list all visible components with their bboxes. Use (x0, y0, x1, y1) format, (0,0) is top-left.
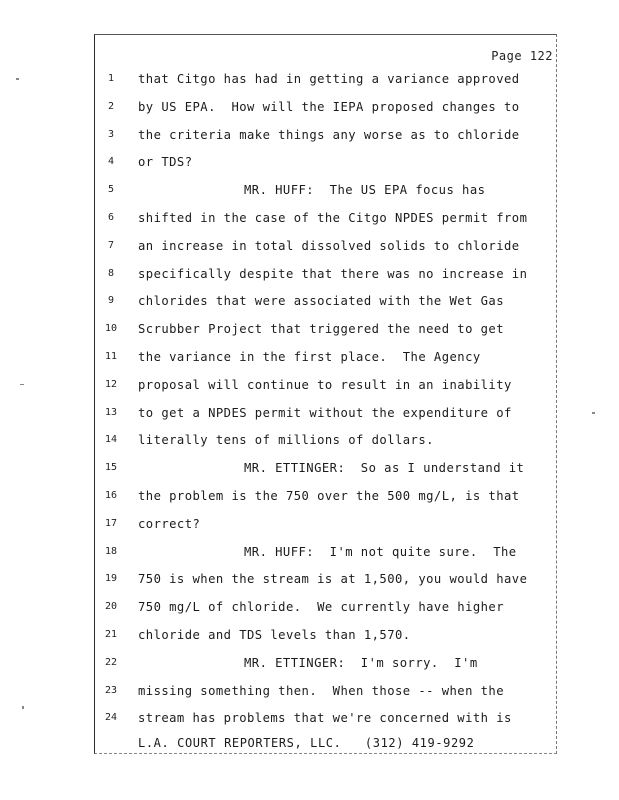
transcript-line: MR. ETTINGER: So as I understand it (244, 461, 525, 476)
transcript-line: shifted in the case of the Citgo NPDES permit from (138, 211, 528, 225)
transcript-line: stream has problems that we're concerned with is (138, 711, 512, 726)
transcript-line: that Citgo has had in getting a variance approved (138, 72, 520, 86)
line-number: 23 (104, 684, 118, 696)
line-number: 18 (104, 545, 118, 557)
line-number: 5 (107, 184, 115, 196)
line-number: 16 (104, 490, 118, 501)
scan-speck (592, 412, 595, 414)
transcript-line: MR. ETTINGER: I'm sorry. I'm (244, 655, 478, 670)
transcript-line: literally tens of millions of dollars. (138, 433, 434, 448)
line-number: 2 (107, 100, 115, 112)
line-number: 19 (104, 573, 118, 585)
transcript-line: 750 mg/L of chloride. We currently have higher (138, 600, 505, 615)
transcript-line: Scrubber Project that triggered the need to get (138, 322, 505, 337)
line-number: 3 (107, 128, 115, 140)
transcript-line: the problem is the 750 over the 500 mg/L, is that (138, 489, 520, 503)
line-number: 21 (104, 629, 118, 640)
line-number: 8 (107, 267, 115, 279)
line-number: 20 (104, 601, 118, 613)
line-number: 6 (107, 212, 115, 223)
transcript-line: to get a NPDES permit without the expenditure of (138, 405, 512, 420)
transcript-line: specifically despite that there was no increase in (138, 266, 528, 281)
transcript-line: missing something then. When those -- when the (138, 683, 505, 698)
line-number: 9 (107, 295, 115, 307)
line-number: 11 (104, 351, 118, 362)
transcript-line: 750 is when the stream is at 1,500, you would have (138, 572, 528, 587)
scan-speck (20, 384, 24, 385)
transcript-line: an increase in total dissolved solids to chloride (138, 238, 520, 253)
line-number: 7 (107, 239, 115, 251)
court-reporter-footer: L.A. COURT REPORTERS, LLC. (312) 419-9292 (138, 736, 475, 750)
line-number: 10 (104, 323, 118, 335)
transcript-page-frame (94, 34, 557, 754)
line-number: 1 (107, 73, 115, 84)
transcript-line: the variance in the first place. The Agency (138, 350, 481, 364)
line-number: 13 (104, 406, 118, 418)
line-number: 24 (104, 712, 118, 724)
transcript-line: or TDS? (138, 155, 193, 170)
transcript-line: chloride and TDS levels than 1,570. (138, 628, 411, 642)
transcript-line: MR. HUFF: I'm not quite sure. The (244, 544, 517, 559)
transcript-line: by US EPA. How will the IEPA proposed changes to (138, 99, 520, 114)
line-number: 14 (104, 434, 118, 446)
page-number: Page 122 (491, 49, 553, 63)
scan-speck (16, 78, 19, 80)
scan-speck (22, 706, 24, 709)
line-number: 4 (107, 156, 115, 168)
transcript-line: correct? (138, 516, 201, 531)
transcript-line: the criteria make things any worse as to chloride (138, 127, 520, 142)
line-number: 12 (104, 378, 118, 390)
transcript-line: MR. HUFF: The US EPA focus has (244, 183, 486, 198)
line-number: 15 (104, 462, 118, 474)
line-number: 17 (104, 517, 118, 529)
transcript-line: chlorides that were associated with the Wet Gas (138, 294, 505, 309)
transcript-line: proposal will continue to result in an inability (138, 377, 512, 392)
line-number: 22 (104, 656, 118, 668)
